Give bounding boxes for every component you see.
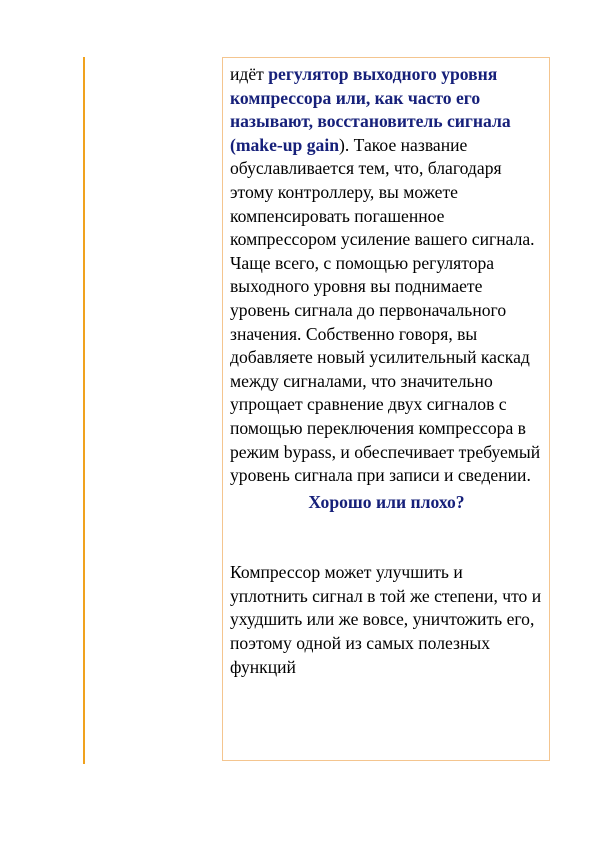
margin-rule — [83, 57, 85, 764]
body-paragraph-2: Компрессор может улучшить и уплотнить сигнал в той же степени, что и ухудшить или же вовсе, уничтожить его, поэтому одной из самых полезных функций — [230, 562, 542, 677]
body-paragraph-1 — [230, 63, 543, 488]
text-box — [222, 57, 550, 761]
section-heading: Хорошо или плохо? — [308, 491, 465, 512]
lead-text: идёт — [230, 64, 269, 84]
emphasis-text: регулятор выходного уровня компрессора или, как часто его называют, восстановитель сигнала (make-up gain — [230, 64, 511, 155]
paragraph-text: ). Такое название обуславливается тем, что, благодаря этому контроллеру, вы можете компенсировать погашенное компрессором усиление вашего сигнала. Чаще всего, с помощью регулятора выходного уровня вы поднимаете уровень сигнала до первоначального значения. Собственно говоря, вы добавляете новый усилительный каскад между сигналами, что значительно упрощает сравнение двух сигналов с помощью переключения компрессора в режим bypass, и обеспечивает требуемый уровень сигнала при записи и сведении. — [230, 134, 541, 486]
